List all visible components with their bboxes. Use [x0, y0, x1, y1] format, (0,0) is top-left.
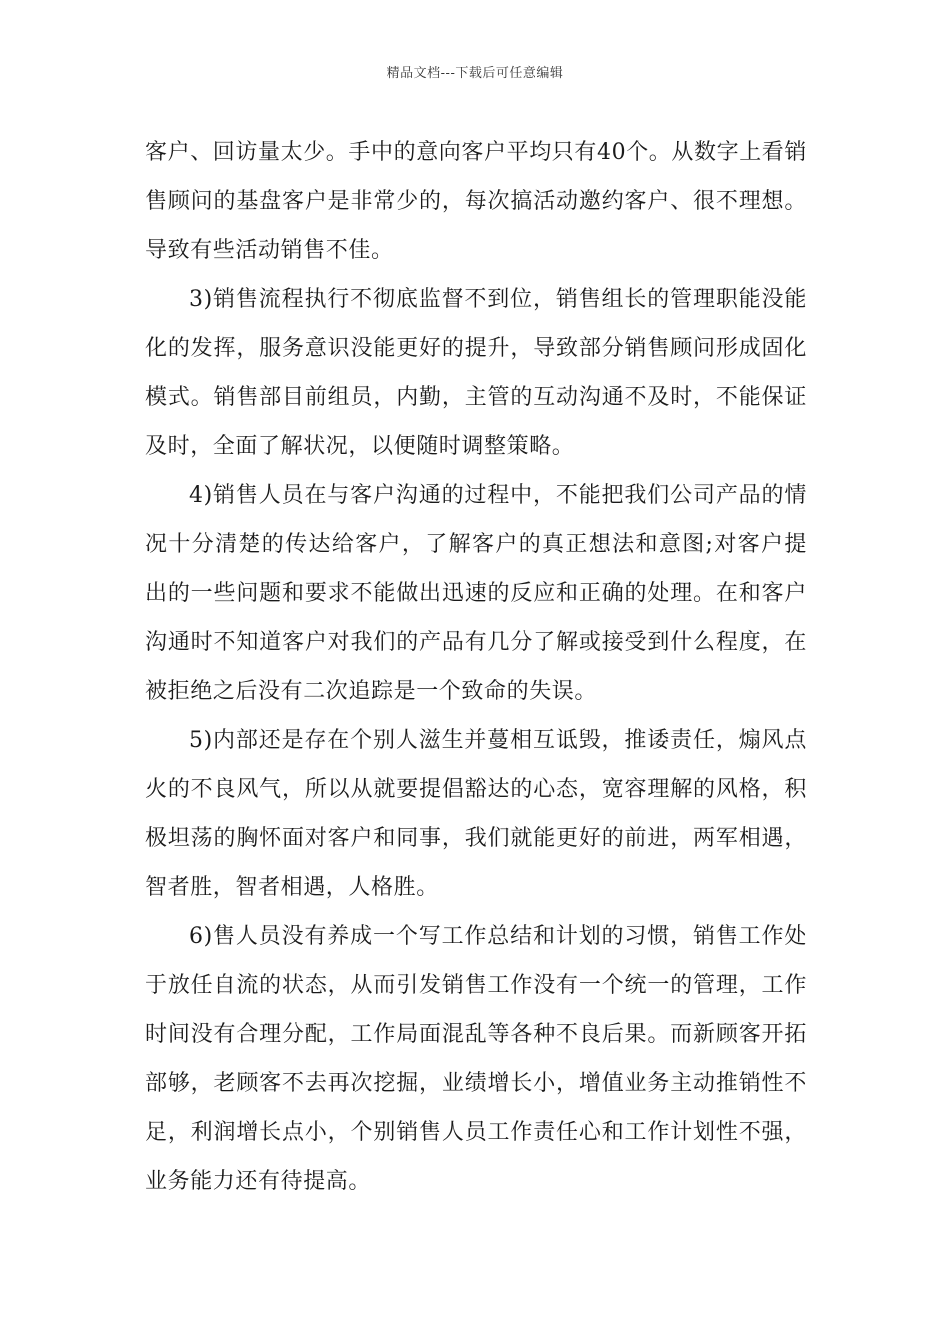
paragraph-item-6: 6)售人员没有养成一个写工作总结和计划的习惯，销售工作处于放任自流的状态，从而引发销售工作没有一个统一的管理，工作时间没有合理分配，工作局面混乱等各种不良后果。而新顾客开拓部够，老顾客不去再次挖掘，业绩增长小，增值业务主动推销性不足，利润增长点小，个别销售人员工作责任心和工作计划性不强，业务能力还有待提高。 — [145, 924, 807, 1194]
page-header: 精品文档---下载后可任意编辑 — [386, 66, 564, 81]
paragraph-item-3: 3)销售流程执行不彻底监督不到位，销售组长的管理职能没能化的发挥，服务意识没能更好的提升，导致部分销售顾问形成固化模式。销售部目前组员，内勤，主管的互动沟通不及时，不能保证及时，全面了解状况，以便随时调整策略。 — [145, 287, 807, 459]
document-body — [145, 128, 807, 1206]
paragraph-item-4: 4)销售人员在与客户沟通的过程中，不能把我们公司产品的情况十分清楚的传达给客户，了解客户的真正想法和意图;对客户提出的一些问题和要求不能做出迅速的反应和正确的处理。在和客户沟通时不知道客户对我们的产品有几分了解或接受到什么程度，在被拒绝之后没有二次追踪是一个致命的失误。 — [145, 483, 807, 704]
paragraph-item-5: 5)内部还是存在个别人滋生并蔓相互诋毁，推诿责任，煽风点火的不良风气，所以从就要提倡豁达的心态，宽容理解的风格，积极坦荡的胸怀面对客户和同事，我们就能更好的前进，两军相遇，智者胜，智者相遇，人格胜。 — [145, 728, 807, 900]
paragraph-continuation: 客户、回访量太少。手中的意向客户平均只有40个。从数字上看销售顾问的基盘客户是非常少的，每次搞活动邀约客户、很不理想。导致有些活动销售不佳。 — [145, 140, 807, 263]
